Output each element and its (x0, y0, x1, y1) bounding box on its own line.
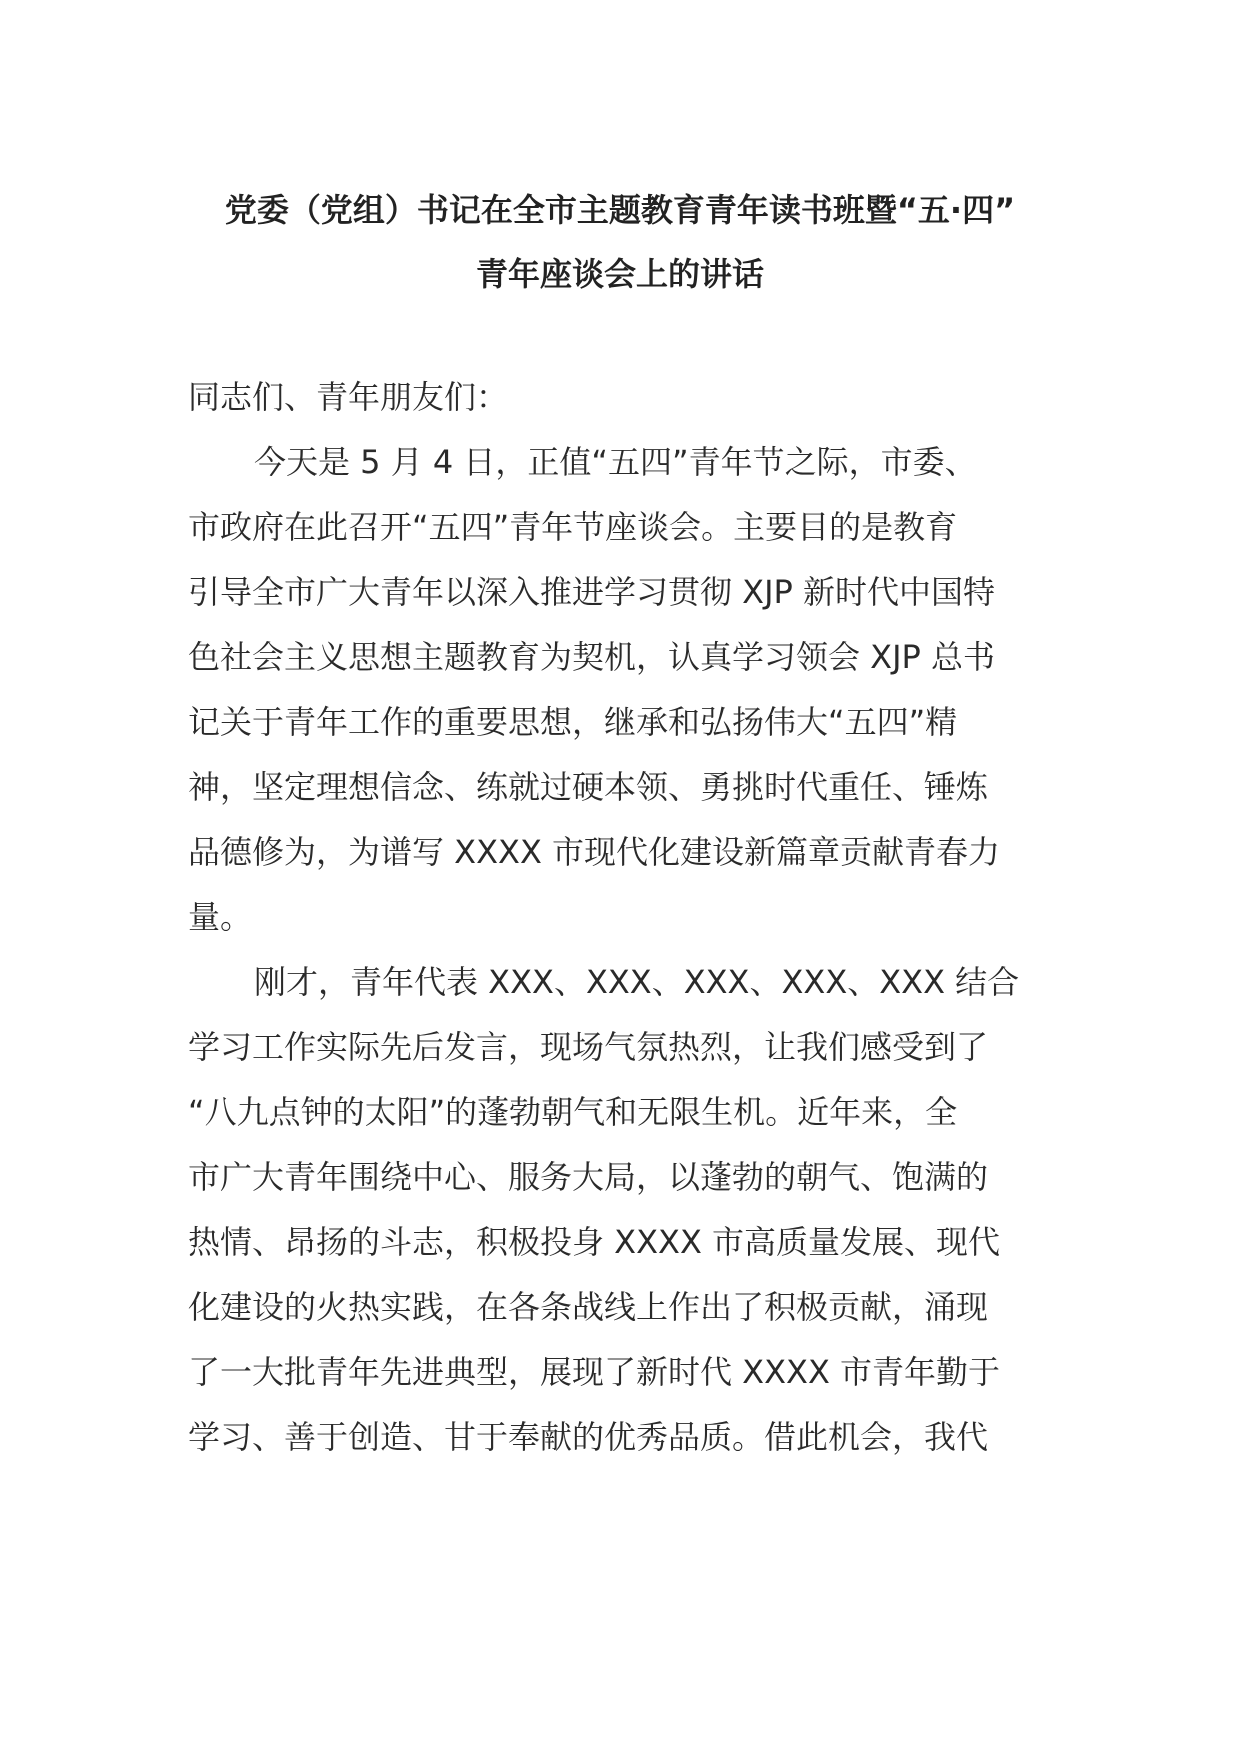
paragraph-2-line: 刚才，青年代表 XXX、XXX、XXX、XXX、XXX 结合 (254, 963, 1020, 1001)
paragraph-2-line: 学习、善于创造、甘于奉献的优秀品质。借此机会，我代 (188, 1418, 989, 1456)
paragraph-1-line: 量。 (188, 898, 253, 936)
document-title (150, 178, 1090, 306)
paragraph-1-line: 色社会主义思想主题教育为契机，认真学习领会 XJP 总书 (188, 638, 996, 676)
paragraph-1-line: 市政府在此召开“五四”青年节座谈会。主要目的是教育 (188, 508, 958, 546)
title-line: 党委（党组）书记在全市主题教育青年读书班暨“五·四” (224, 191, 1016, 229)
paragraph-1-line: 引导全市广大青年以深入推进学习贯彻 XJP 新时代中国特 (188, 573, 996, 611)
document-body (188, 365, 1058, 1470)
title-line: 青年座谈会上的讲话 (475, 255, 764, 293)
paragraph-2-line: 学习工作实际先后发言，现场气氛热烈，让我们感受到了 (188, 1028, 989, 1066)
paragraph-1-line: 品德修为，为谱写 XXXX 市现代化建设新篇章贡献青春力 (188, 833, 1001, 871)
paragraph-2-line: “八九点钟的太阳”的蓬勃朝气和无限生机。近年来，全 (188, 1093, 958, 1131)
paragraph-2-line: 化建设的火热实践，在各条战线上作出了积极贡献，涌现 (188, 1288, 989, 1326)
paragraph-1-line: 记关于青年工作的重要思想，继承和弘扬伟大“五四”精 (188, 703, 958, 741)
paragraph-2-line: 了一大批青年先进典型，展现了新时代 XXXX 市青年勤于 (188, 1353, 1001, 1391)
paragraph-2-line: 市广大青年围绕中心、服务大局，以蓬勃的朝气、饱满的 (188, 1158, 989, 1196)
salutation: 同志们、青年朋友们： (188, 378, 509, 416)
paragraph-2-line: 热情、昂扬的斗志，积极投身 XXXX 市高质量发展、现代 (188, 1223, 1001, 1261)
paragraph-1-line: 今天是 5 月 4 日，正值“五四”青年节之际，市委、 (254, 443, 977, 481)
paragraph-1-line: 神，坚定理想信念、练就过硬本领、勇挑时代重任、锤炼 (188, 768, 989, 806)
